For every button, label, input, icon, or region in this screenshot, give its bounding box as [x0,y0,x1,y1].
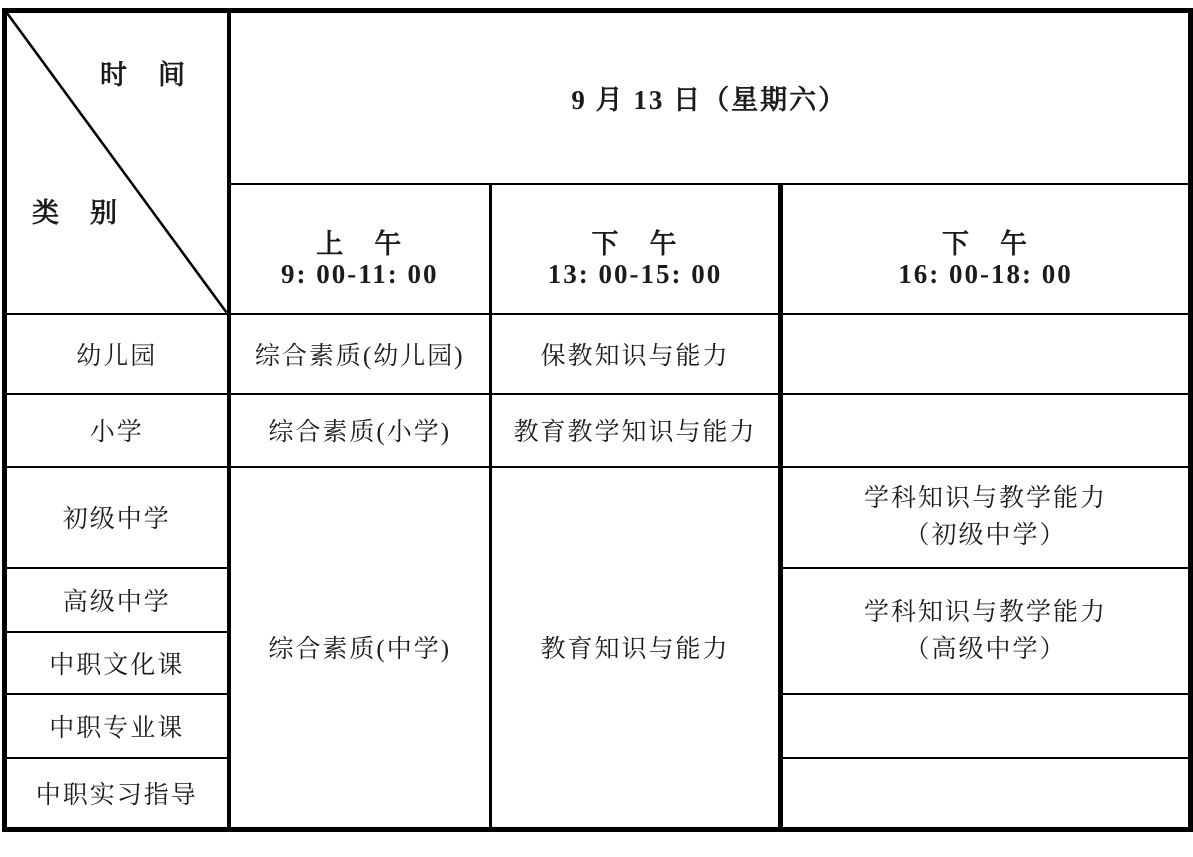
cell-primary-morning [229,394,491,467]
cell-kindergarten-morning [229,314,491,394]
exam-name-line1: 学科知识与教学能力 [864,485,1108,512]
category-label: 初级中学 [62,506,171,533]
row-primary [5,394,1191,467]
exam-name: 教育教学知识与能力 [513,419,757,446]
exam-name: 教育知识与能力 [540,636,730,664]
row-header-vocational-specialty [5,694,229,758]
exam-name: 综合素质(幼儿园) [254,342,465,370]
cell-junior-subject [781,467,1191,568]
date-header-text: 9 月 13 日（星期六） [571,85,848,116]
row-header-vocational-culture [5,632,229,694]
row-header-senior-middle [5,568,229,632]
row-header-junior-middle [5,467,229,568]
session-afternoon2-period: 下 午 [942,228,1030,259]
session-afternoon1-cell [491,184,781,314]
exam-name-line2: （初级中学） [904,522,1067,549]
cell-secondary-afternoon1-merged [491,467,781,830]
exam-name-line1: 学科知识与教学能力 [864,598,1108,626]
exam-name: 保教知识与能力 [540,342,730,370]
cell-primary-afternoon1 [491,394,781,467]
category-label: 中职专业课 [49,714,185,742]
corner-time-label: 时 间 [100,60,187,90]
row-header-primary [5,394,229,467]
corner-cell [5,11,229,314]
row-header-vocational-internship [5,758,229,830]
exam-name: 综合素质(小学) [268,419,452,446]
exam-schedule-table [2,8,1193,832]
cell-secondary-morning-merged [229,467,491,830]
category-label: 幼儿园 [76,342,158,370]
cell-kindergarten-afternoon2-empty [781,314,1191,394]
session-afternoon1-time: 13: 00-15: 00 [547,258,723,289]
session-morning-cell [229,184,491,314]
row-header-kindergarten [5,314,229,394]
exam-name-line2: （高级中学） [904,635,1067,663]
header-row-date [5,11,1191,184]
cell-kindergarten-afternoon1 [491,314,781,394]
session-afternoon1-period: 下 午 [591,228,679,259]
cell-vocational-specialty-afternoon2-empty [781,694,1191,758]
row-junior-middle [5,467,1191,568]
session-afternoon2-cell [781,184,1191,314]
category-label: 小学 [89,419,144,446]
category-label: 中职实习指导 [35,781,198,809]
exam-name: 综合素质(中学) [268,636,452,664]
cell-senior-subject-merged [781,568,1191,694]
session-morning-time: 9: 00-11: 00 [281,258,439,289]
date-header-cell [229,11,1191,184]
corner-category-label: 类 别 [32,198,119,228]
cell-primary-afternoon2-empty [781,394,1191,467]
session-morning-period: 上 午 [316,228,404,259]
category-label: 高级中学 [62,588,171,616]
cell-vocational-internship-afternoon2-empty [781,758,1191,830]
row-kindergarten [5,314,1191,394]
session-afternoon2-time: 16: 00-18: 00 [898,258,1073,289]
category-label: 中职文化课 [49,651,185,679]
